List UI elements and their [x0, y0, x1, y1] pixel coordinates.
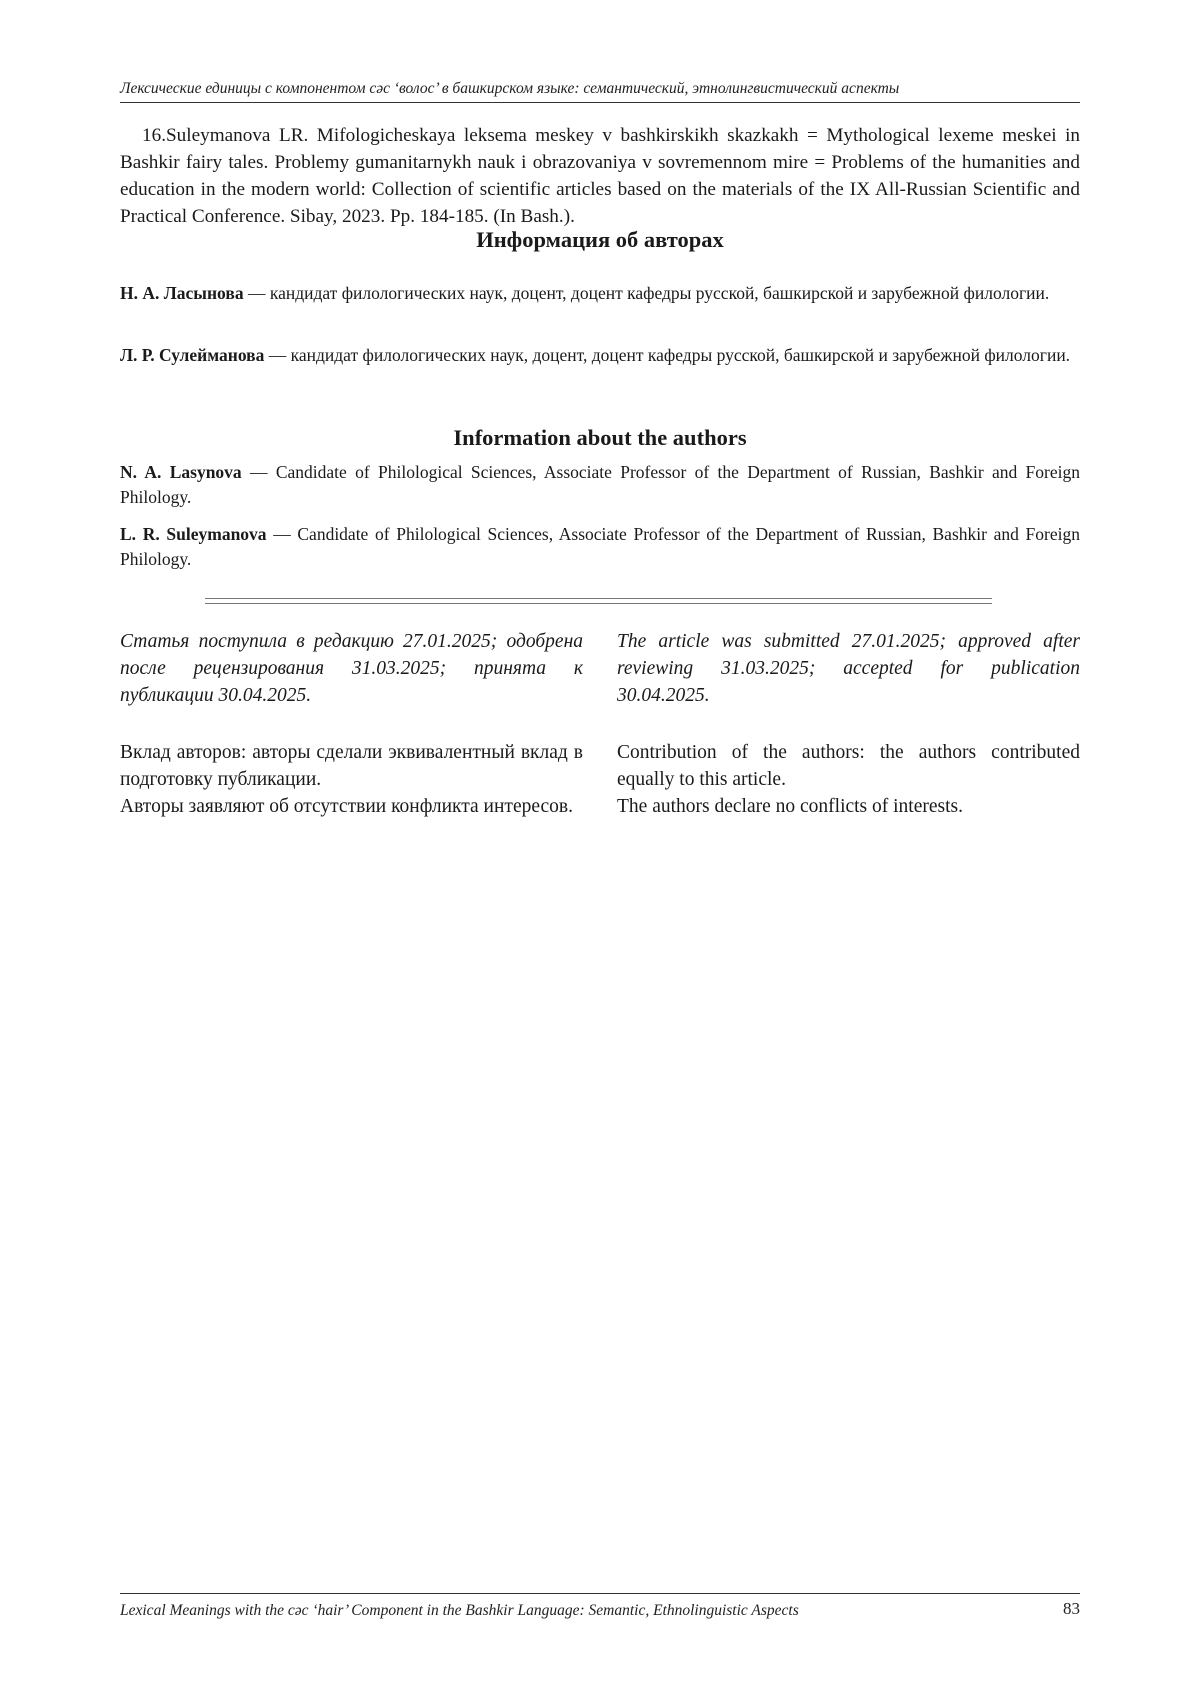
running-head: Лексические единицы с компонентом сәс ‘волос’ в башкирском языке: семантический, этнолингвистический аспекты	[120, 80, 900, 97]
statements-ru	[120, 739, 583, 820]
author-en-2	[120, 522, 1080, 572]
running-foot: Lexical Meanings with the сәс ‘hair’ Component in the Bashkir Language: Semantic, Ethnolinguistic Aspects	[120, 1602, 799, 1619]
author-en-1-desc: — Candidate of Philological Sciences, Associate Professor of the Department of Russian, Bashkir and Foreign Philology.	[120, 462, 1080, 507]
author-ru-2	[120, 343, 1080, 368]
conflicts-ru: Авторы заявляют об отсутствии конфликта интересов.	[120, 796, 573, 817]
author-ru-2-name: Л. Р. Сулейманова	[120, 345, 265, 365]
statements-en	[617, 739, 1080, 820]
reference-entry	[120, 122, 1080, 230]
author-en-2-name: L. R. Suleymanova	[120, 524, 267, 544]
section-title-authors-ru: Информация об авторах	[476, 227, 724, 252]
author-en-2-desc: — Candidate of Philological Sciences, Associate Professor of the Department of Russian, Bashkir and Foreign Philology.	[120, 524, 1080, 569]
conflicts-en: The authors declare no conflicts of interests.	[617, 796, 964, 817]
section-divider	[205, 598, 992, 604]
section-title-authors-en: Information about the authors	[453, 425, 747, 450]
author-ru-1-desc: — кандидат филологических наук, доцент, доцент кафедры русской, башкирской и зарубежной филологии.	[243, 283, 1050, 303]
author-ru-1-name: Н. А. Ласынова	[120, 283, 244, 303]
dates-en: The article was submitted 27.01.2025; approved after reviewing 31.03.2025; accepted for publication 30.04.2025.	[617, 631, 1080, 706]
footer-rule	[120, 1593, 1080, 1594]
reference-number: 16.	[142, 125, 166, 146]
author-en-1-name: N. A. Lasynova	[120, 462, 242, 482]
contribution-en: Contribution of the authors: the authors contributed equally to this article.	[617, 742, 1080, 790]
reference-text: Suleymanova LR. Mifologicheskaya leksema meskey v bashkirskikh skazkakh = Mythological lexeme meskei in Bashkir fairy tales. Problemy gumanitarnykh nauk i obrazovaniya v sovremennom mire = Problems of the humanities and education in the modern world: Collection of scientific articles based on the materials of the IX All-Russian Scientific and Practical Conference. Sibay, 2023. Pp. 184-185. (In Bash.).	[120, 125, 1080, 227]
header-rule	[120, 102, 1080, 103]
page-number: 83	[1063, 1599, 1080, 1618]
dates-ru: Статья поступила в редакцию 27.01.2025; одобрена после рецензирования 31.03.2025; принята к публикации 30.04.2025.	[120, 631, 583, 706]
author-en-1	[120, 460, 1080, 510]
author-ru-1	[120, 281, 1080, 306]
contribution-ru: Вклад авторов: авторы сделали эквивалентный вклад в подготовку публикации.	[120, 742, 583, 790]
author-ru-2-desc: — кандидат филологических наук, доцент, доцент кафедры русской, башкирской и зарубежной филологии.	[264, 345, 1071, 365]
